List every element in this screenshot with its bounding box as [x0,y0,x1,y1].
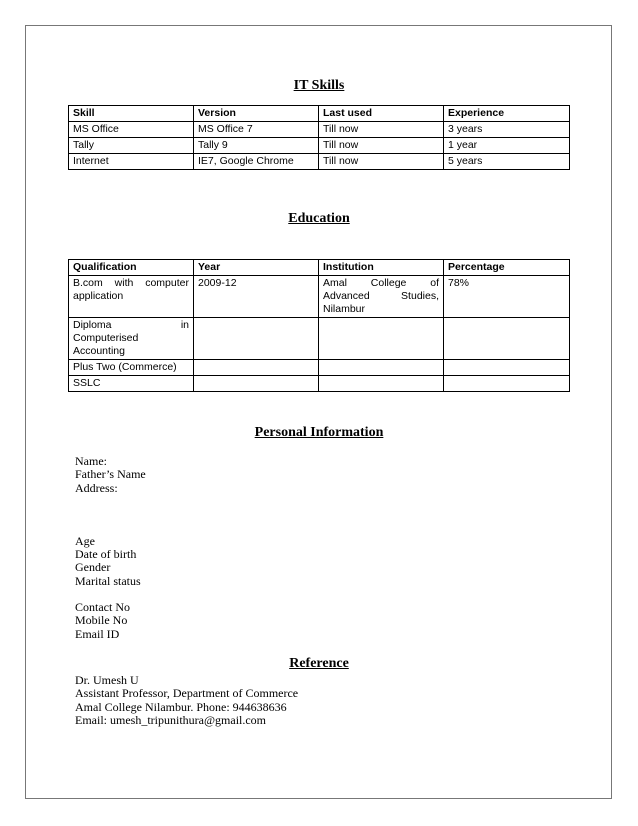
column-header: Version [194,106,319,122]
table-cell: 1 year [444,138,570,154]
column-header: Last used [319,106,444,122]
reference-designation: Assistant Professor, Department of Commerce [75,686,299,701]
date-of-birth-label: Date of birth [75,547,137,562]
table-cell: SSLC [69,376,194,392]
cell-line: Nilambur [323,303,366,315]
fathers-name-label: Father’s Name [75,467,146,482]
cell-line: application [73,290,124,302]
table-row [69,376,570,392]
table-cell: Till now [319,138,444,154]
cell-line: Diploma in [73,319,189,331]
mobile-no-label: Mobile No [75,613,128,628]
cell-line: B.com with computer [73,277,189,289]
age-label: Age [75,533,95,548]
contact-no-label: Contact No [75,600,130,615]
name-label: Name: [75,454,107,468]
reference-college-phone: Amal College Nilambur. Phone: 944638636 [75,699,287,714]
marital-status-label: Marital status [75,573,141,588]
table-row [69,122,570,138]
table-cell [194,376,319,392]
table-header-row [69,260,570,276]
table-cell [319,376,444,392]
it-skills-table [68,105,570,170]
gender-label: Gender [75,560,111,575]
address-label: Address: [75,480,118,495]
table-cell: Tally 9 [194,138,319,154]
column-header: Institution [319,260,444,276]
education-heading: Education [288,211,350,226]
table-cell: MS Office 7 [194,122,319,138]
column-header: Qualification [69,260,194,276]
column-header: Skill [69,106,194,122]
table-cell: Till now [319,154,444,170]
email-id-label: Email ID [75,626,120,641]
reference-email: Email: umesh_tripunithura@gmail.com [75,712,267,727]
reference-details [75,674,298,727]
table-cell: 2009-12 [194,276,319,318]
reference-name: Dr. Umesh U [75,673,139,687]
table-cell [444,360,570,376]
table-cell [69,318,194,360]
table-row [69,276,570,318]
table-cell [444,376,570,392]
it-skills-heading: IT Skills [293,78,345,93]
table-cell: Tally [69,138,194,154]
table-cell [444,318,570,360]
cell-line: Accounting [73,345,125,357]
table-cell [319,360,444,376]
cell-line: Computerised [73,332,139,344]
table-cell [319,318,444,360]
table-row [69,154,570,170]
table-cell [194,360,319,376]
cell-line: Advanced Studies, [323,290,439,302]
table-cell [319,276,444,318]
personal-information-fields [75,455,146,641]
education-table [68,259,570,392]
column-header: Percentage [444,260,570,276]
column-header: Year [194,260,319,276]
table-cell: IE7, Google Chrome [194,154,319,170]
cell-line: Amal College of [323,277,439,289]
table-row [69,318,570,360]
table-cell [69,276,194,318]
table-cell: Plus Two (Commerce) [69,360,194,376]
table-cell: Till now [319,122,444,138]
table-header-row [69,106,570,122]
table-cell: 5 years [444,154,570,170]
column-header: Experience [444,106,570,122]
table-cell: 3 years [444,122,570,138]
table-cell: Internet [69,154,194,170]
personal-information-heading: Personal Information [254,425,384,440]
reference-heading: Reference [289,656,349,671]
table-cell: MS Office [69,122,194,138]
table-cell: 78% [444,276,570,318]
table-row [69,138,570,154]
table-row [69,360,570,376]
table-cell [194,318,319,360]
